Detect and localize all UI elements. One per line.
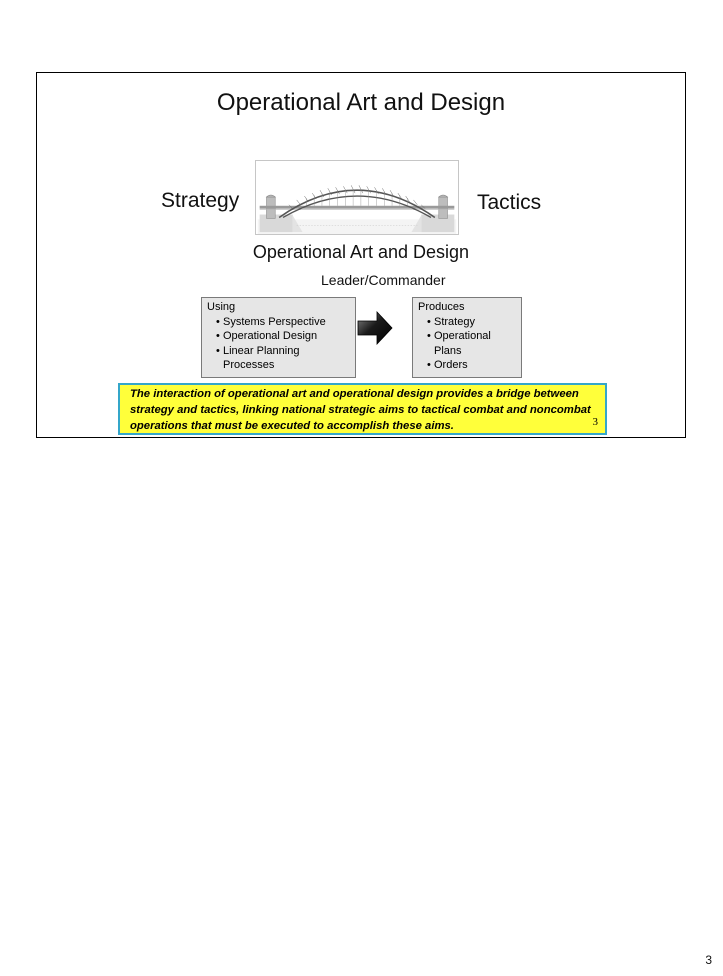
produces-list: [418, 315, 516, 373]
slide-subtitle: Operational Art and Design: [252, 242, 470, 262]
callout-box: [118, 383, 607, 435]
using-list: [207, 315, 350, 373]
slide-title: Operational Art and Design: [216, 89, 506, 116]
strategy-label: Strategy: [161, 189, 240, 212]
callout-text: The interaction of operational art and operational design provides a bridge between strategy and tactics, linking national strategic aims to tactical combat and noncombat operations that must be executed to accomplish these aims.: [130, 388, 591, 432]
right-arrow-icon: [357, 311, 393, 345]
list-item: • Systems Perspective: [216, 315, 350, 330]
list-item: • Operational Design: [216, 329, 350, 344]
bridge-illustration: [256, 161, 458, 234]
list-item: • Operational Plans: [427, 329, 516, 358]
produces-box: [412, 297, 522, 378]
bridge-image: [255, 160, 459, 235]
produces-heading: Produces: [418, 301, 465, 313]
slide-number: 3: [592, 416, 598, 428]
tactics-label: Tactics: [477, 191, 542, 214]
list-item: • Orders: [427, 358, 516, 373]
list-item: • Strategy: [427, 315, 516, 330]
page-number: 3: [705, 953, 712, 967]
slide: [36, 72, 686, 438]
leader-commander-label: Leader/Commander: [321, 272, 446, 288]
list-item: • Linear Planning Processes: [216, 344, 350, 373]
using-heading: Using: [207, 301, 236, 313]
using-box: [201, 297, 356, 378]
